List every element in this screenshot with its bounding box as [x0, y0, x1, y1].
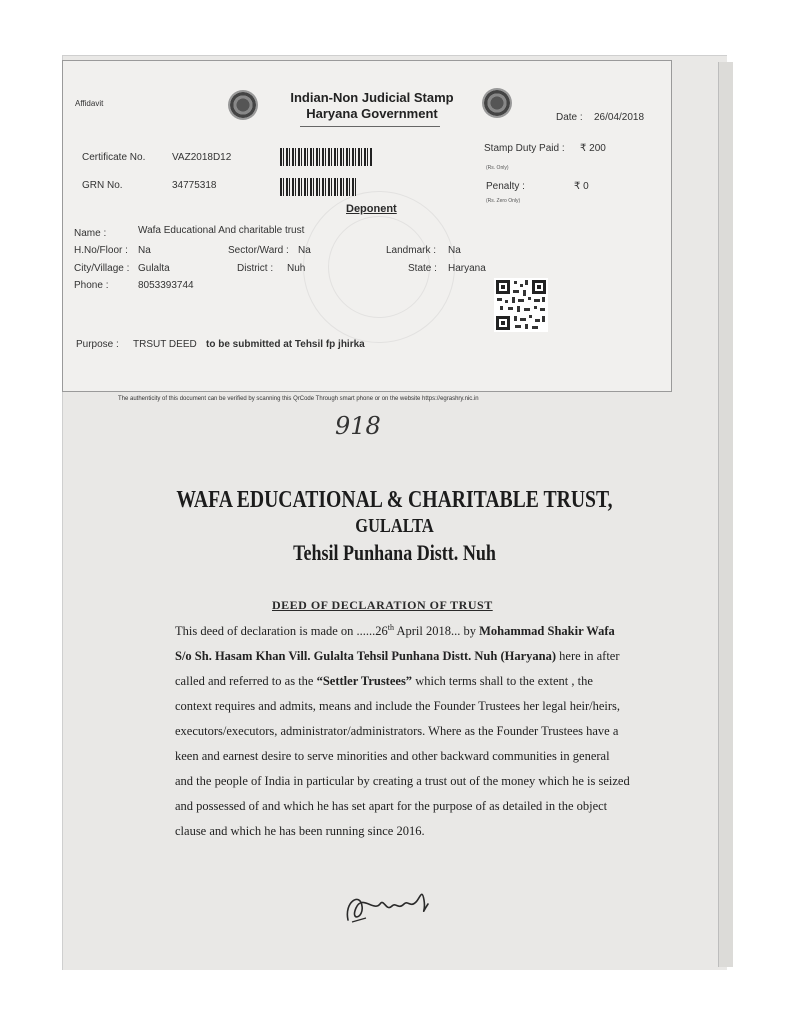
para-settler: “Settler Trustees” — [316, 674, 413, 689]
penalty-label: Penalty : — [486, 181, 525, 192]
emblem-left-icon — [228, 90, 258, 120]
stamp-duty-value: ₹ 200 — [580, 143, 606, 154]
certificate-label: Certificate No. — [82, 152, 146, 163]
grn-barcode — [280, 178, 356, 196]
penalty-note: (Rs. Zero Only) — [486, 198, 521, 204]
para-date-rest: April 2018... by — [394, 624, 480, 639]
deed-paragraph — [175, 615, 630, 844]
deponent-heading: Deponent — [346, 203, 397, 215]
signature — [340, 882, 440, 935]
certificate-value: VAZ2018D12 — [172, 152, 232, 163]
grn-label: GRN No. — [82, 180, 123, 191]
affidavit-label: Affidavit — [75, 99, 104, 108]
para-bold-name: Mohammad Shakir Wafa S/o Sh. Hasam Khan Vill. Gulalta Tehsil Punhana Distt. Nuh (Haryana) — [175, 624, 615, 664]
landmark-value: Na — [448, 245, 461, 256]
page-edge — [718, 62, 733, 967]
sector-value: Na — [298, 245, 311, 256]
date-value: 26/04/2018 — [594, 112, 645, 123]
handwritten-number: 918 — [335, 412, 381, 440]
verify-text: The authenticity of this document can be verified by scanning this QrCode Through smart phone or on the website https://egrashry.nic.in — [118, 396, 479, 402]
para-sup: th — [387, 623, 395, 632]
stamp-header-line2: Haryana Government — [306, 106, 438, 121]
district-value: Nuh — [287, 263, 306, 274]
purpose-value: TRSUT DEED — [133, 339, 197, 350]
stamp-duty-label: Stamp Duty Paid : — [484, 143, 565, 154]
date-label: Date : — [556, 112, 583, 123]
state-label: State : — [408, 263, 437, 274]
purpose-rest: to be submitted at Tehsil fp jhirka — [206, 339, 365, 350]
name-value: Wafa Educational And charitable trust — [138, 225, 305, 236]
stamp-header-line1: Indian-Non Judicial Stamp — [290, 90, 454, 105]
penalty-value: ₹ 0 — [574, 181, 589, 192]
grn-value: 34775318 — [172, 180, 217, 191]
state-value: Haryana — [448, 263, 486, 274]
hno-label: H.No/Floor : — [74, 245, 128, 256]
stamp-duty-note: (Rs. Only) — [486, 165, 509, 171]
sector-label: Sector/Ward : — [228, 245, 289, 256]
certificate-barcode — [280, 148, 372, 166]
phone-value: 8053393744 — [138, 280, 194, 291]
name-label: Name : — [74, 228, 107, 239]
para-rest: which terms shall to the extent , the context requires and admits, means and include the Founder Trustees her legal heir/heirs, executors/executors, administrator/administrators. Where as the Founder Trustees have a keen and earnest desire to serve minorities and other backward communities in general and the people of India in particular by creating a trust out of the money which he is seized and possessed of and which he has set apart for the purpose of as detailed in the object clause and which he has been running since 2016. — [175, 674, 630, 839]
para-intro: This deed of declaration is made on ......26 — [175, 624, 388, 639]
title-line3: Tehsil Punhana Distt. Nuh — [293, 540, 496, 565]
header-divider — [300, 126, 440, 127]
title-line2: GULALTA — [355, 515, 434, 537]
phone-label: Phone : — [74, 280, 109, 291]
para-mid: here in after called and referred to as the — [175, 649, 620, 689]
city-label: City/Village : — [74, 263, 130, 274]
district-label: District : — [237, 263, 274, 274]
title-line1: WAFA EDUCATIONAL & CHARITABLE TRUST, — [176, 487, 613, 513]
city-value: Gulalta — [138, 263, 170, 274]
emblem-right-icon — [482, 88, 512, 118]
deed-heading: DEED OF DECLARATION OF TRUST — [272, 598, 493, 612]
hno-value: Na — [138, 245, 151, 256]
qr-code-icon — [494, 278, 548, 332]
landmark-label: Landmark : — [386, 245, 437, 256]
purpose-label: Purpose : — [76, 339, 119, 350]
